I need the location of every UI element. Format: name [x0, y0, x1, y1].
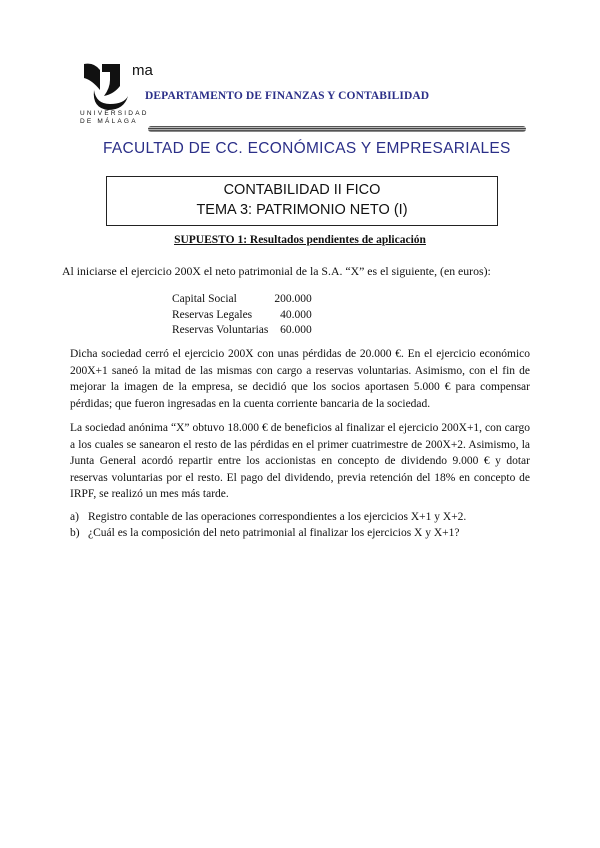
- equity-amount: 40.000: [280, 308, 312, 321]
- exercise-title: SUPUESTO 1: Resultados pendientes de aplicación: [174, 234, 426, 246]
- table-row: [172, 323, 312, 339]
- question-label: a): [70, 511, 79, 523]
- logo-suffix: ma: [132, 62, 153, 79]
- header-divider: [148, 126, 526, 132]
- paragraph-1: Dicha sociedad cerró el ejercicio 200X con unas pérdidas de 20.000 €. En el ejercicio económico 200X+1 saneó la mitad de las mismas con cargo a reservas voluntarias. Asimismo, con el fin de mejorar la imagen de la empresa, se decidió que los socios aportasen 5.000 € para compensar pérdidas; que fueron ingresadas en la cuenta corriente bancaria de la sociedad.: [70, 348, 530, 410]
- university-line1: UNIVERSIDAD: [80, 110, 149, 117]
- question-text: Registro contable de las operaciones correspondientes a los ejercicios X+1 y X+2.: [88, 511, 467, 523]
- equity-table: [172, 292, 312, 339]
- topic-title: TEMA 3: PATRIMONIO NETO (I): [196, 202, 408, 218]
- question-text: ¿Cuál es la composición del neto patrimonial al finalizar los ejercicios X y X+1?: [88, 526, 460, 539]
- equity-label: Reservas Voluntarias: [172, 324, 269, 336]
- faculty-title: FACULTAD DE CC. ECONÓMICAS Y EMPRESARIALES: [103, 140, 511, 157]
- equity-amount: 200.000: [274, 293, 312, 305]
- university-line2: DE MÁLAGA: [80, 118, 138, 125]
- table-row: [172, 308, 312, 324]
- list-item: [70, 526, 466, 542]
- equity-amount: 60.000: [280, 324, 312, 336]
- paragraph-2: La sociedad anónima “X” obtuvo 18.000 € de beneficios al finalizar el ejercicio 200X+1, con cargo a los cuales se sanearon el resto de las pérdidas en el primer cuatrimestre de 200X+2. Asimismo, la Junta General acordó repartir entre los accionistas en concepto de dividendo 9.000 € y dotar reservas voluntarias por el resto. El pago del dividendo, previa retención del 18% en concepto de IRPF, se realizó un mes más tarde.: [70, 422, 530, 500]
- university-name: [80, 110, 149, 126]
- intro-text: Al iniciarse el ejercicio 200X el neto patrimonial de la S.A. “X” es el siguiente, (en euros):: [62, 264, 491, 278]
- course-title: CONTABILIDAD II FICO: [223, 182, 381, 198]
- equity-label: Capital Social: [172, 293, 237, 305]
- list-item: [70, 510, 466, 526]
- department-title: DEPARTAMENTO DE FINANZAS Y CONTABILIDAD: [145, 90, 430, 102]
- questions-list: [70, 510, 466, 541]
- question-label: b): [70, 526, 80, 539]
- course-title-box: [106, 176, 498, 226]
- equity-label: Reservas Legales: [172, 308, 253, 321]
- table-row: [172, 292, 312, 308]
